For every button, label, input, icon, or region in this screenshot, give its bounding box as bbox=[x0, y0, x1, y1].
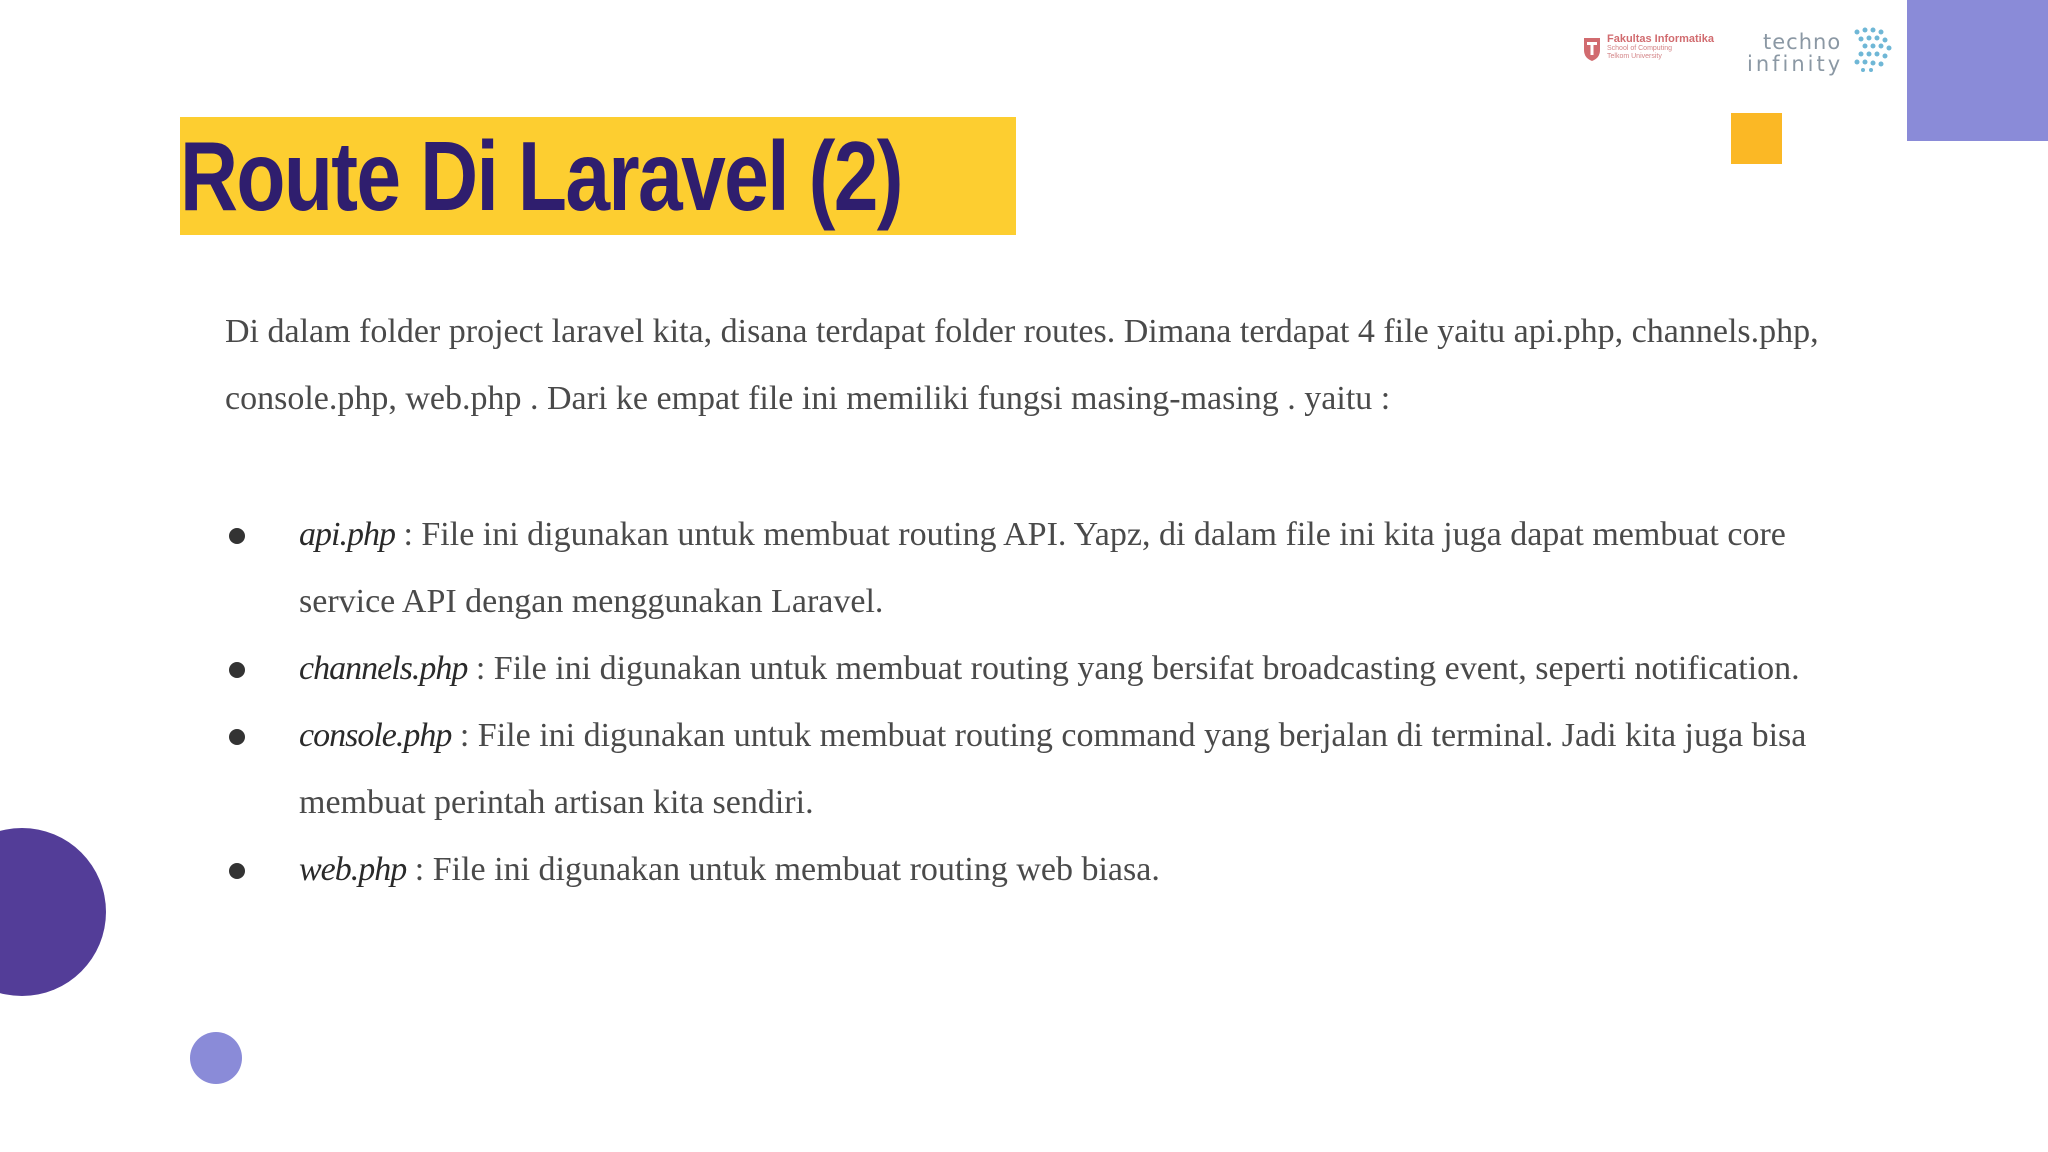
list-item-text: : File ini digunakan untuk membuat routing API. Yapz, di dalam file ini kita juga dapat membuat core service API dengan menggunakan Laravel. bbox=[299, 516, 1786, 620]
faculty-logo-line1: School of Computing bbox=[1607, 45, 1672, 53]
techno-infinity-word1: techno bbox=[1763, 30, 1842, 54]
list-item-web bbox=[225, 836, 1885, 903]
decor-orange-square bbox=[1731, 113, 1782, 164]
list-item-text: : File ini digunakan untuk membuat routing web biasa. bbox=[406, 851, 1160, 888]
list-item-term: console.php bbox=[299, 717, 452, 754]
decor-corner-rectangle bbox=[1907, 0, 2048, 141]
list-item-text: : File ini digunakan untuk membuat routing command yang berjalan di terminal. Jadi kita juga bisa membuat perintah artisan kita sendiri. bbox=[299, 717, 1807, 821]
techno-infinity-logo bbox=[1747, 24, 1892, 82]
list-item-console bbox=[225, 702, 1885, 836]
intro-paragraph: Di dalam folder project laravel kita, disana terdapat folder routes. Dimana terdapat 4 file yaitu api.php, channels.php, console.php, web.php . Dari ke empat file ini memiliki fungsi masing-masing . yaitu : bbox=[225, 313, 1819, 417]
list-item-text: : File ini digunakan untuk membuat routing yang bersifat broadcasting event, seperti notification. bbox=[467, 650, 1800, 687]
bullet-dot-icon bbox=[229, 528, 245, 544]
list-item-term: api.php bbox=[299, 516, 395, 553]
file-list bbox=[225, 501, 1885, 903]
list-item-channels bbox=[225, 635, 1885, 702]
page-title: Route Di Laravel (2) bbox=[180, 121, 902, 231]
list-item-term: channels.php bbox=[299, 650, 468, 687]
faculty-logo-line2: Telkom University bbox=[1607, 52, 1662, 60]
list-item-term: web.php bbox=[299, 851, 407, 888]
bullet-dot-icon bbox=[229, 729, 245, 745]
list-item-api bbox=[225, 501, 1885, 635]
bullet-dot-icon bbox=[229, 662, 245, 678]
dot-pattern-icon bbox=[1851, 24, 1893, 74]
faculty-logo-title: Fakultas Informatika bbox=[1607, 33, 1714, 45]
telkom-shield-icon bbox=[1583, 36, 1601, 62]
bullet-dot-icon bbox=[229, 863, 245, 879]
decor-lavender-circle bbox=[190, 1032, 242, 1084]
faculty-logo bbox=[1583, 33, 1714, 73]
techno-infinity-word2: infinity bbox=[1747, 52, 1844, 76]
decor-purple-circle bbox=[0, 828, 106, 996]
